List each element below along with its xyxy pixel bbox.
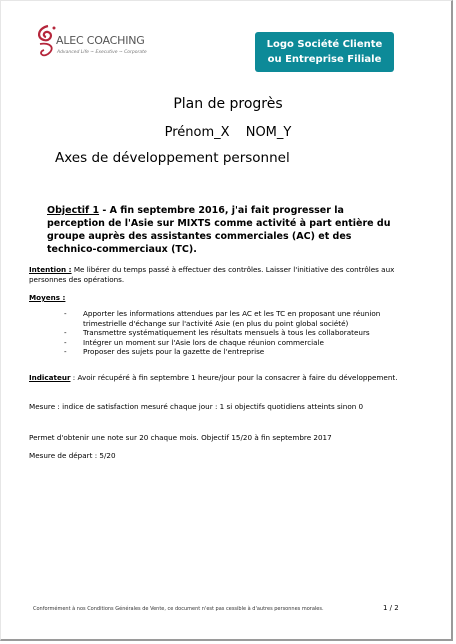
moyens-heading	[29, 293, 402, 303]
objective-label: Objectif 1	[47, 205, 100, 216]
footer-notice: Conformément à nos Conditions Générales de Vente, ce document n'est pas cessible à d'autres personnes morales.	[33, 606, 324, 612]
last-name: NOM_Y	[245, 125, 292, 140]
indicateur-text: : Avoir récupéré à fin septembre 1 heure/jour pour la consacrer à faire du développement.	[70, 373, 398, 382]
list-item: - Intégrer un moment sur l'Asie lors de chaque réunion commerciale	[64, 337, 324, 347]
permet-paragraph: Permet d'obtenir une note sur 20 chaque mois. Objectif 15/20 à fin septembre 2017	[29, 433, 332, 442]
list-item: - Transmettre systématiquement les résultats mensuels à tous les collaborateurs	[64, 328, 370, 338]
indicateur-paragraph	[29, 373, 402, 383]
section-title: Axes de développement personnel	[55, 150, 290, 166]
client-logo-line-2: ou Entreprise Filiale	[267, 54, 382, 65]
person-names	[0, 125, 456, 140]
list-item: - Proposer des sujets pour la gazette de l'entreprise	[64, 347, 265, 357]
intention-text: Me libérer du temps passé à effectuer des contrôles. Laisser l'initiative des contrôles aux personnes des opérations.	[29, 265, 395, 284]
moyens-list	[64, 309, 394, 357]
moyens-label: Moyens :	[29, 293, 66, 302]
brand-name: ALEC COACHING	[56, 34, 145, 47]
mesure-depart-paragraph: Mesure de départ : 5/20	[29, 451, 116, 460]
intention-label: Intention :	[29, 265, 72, 274]
client-logo-placeholder	[255, 32, 394, 72]
mesure-paragraph: Mesure : indice de satisfaction mesuré chaque jour : 1 si objectifs quotidiens atteints sinon 0	[29, 402, 364, 411]
client-logo-line-1: Logo Société Cliente	[266, 39, 383, 50]
list-item: - Apporter les informations attendues par les AC et les TC en proposant une réunion trimestrielle d'échange sur l'activité Asie (en plus du point global société)	[64, 309, 381, 328]
page-number: 1 / 2	[383, 604, 399, 612]
first-name: Prénom_X	[164, 125, 230, 140]
indicateur-label: Indicateur	[29, 373, 71, 382]
objective-text: - A fin septembre 2016, j'ai fait progresser la perception de l'Asie sur MIXTS comme activité à part entière du groupe auprès des assistantes commerciales (AC) et des technico-commerciaux (TC).	[47, 205, 391, 255]
alec-coaching-logo	[34, 22, 154, 70]
objective-1	[47, 204, 404, 256]
intention-paragraph	[29, 265, 402, 285]
document-title: Plan de progrès	[173, 96, 283, 112]
brand-tagline: Advanced Life ~ Executive ~ Corporate	[57, 50, 147, 55]
